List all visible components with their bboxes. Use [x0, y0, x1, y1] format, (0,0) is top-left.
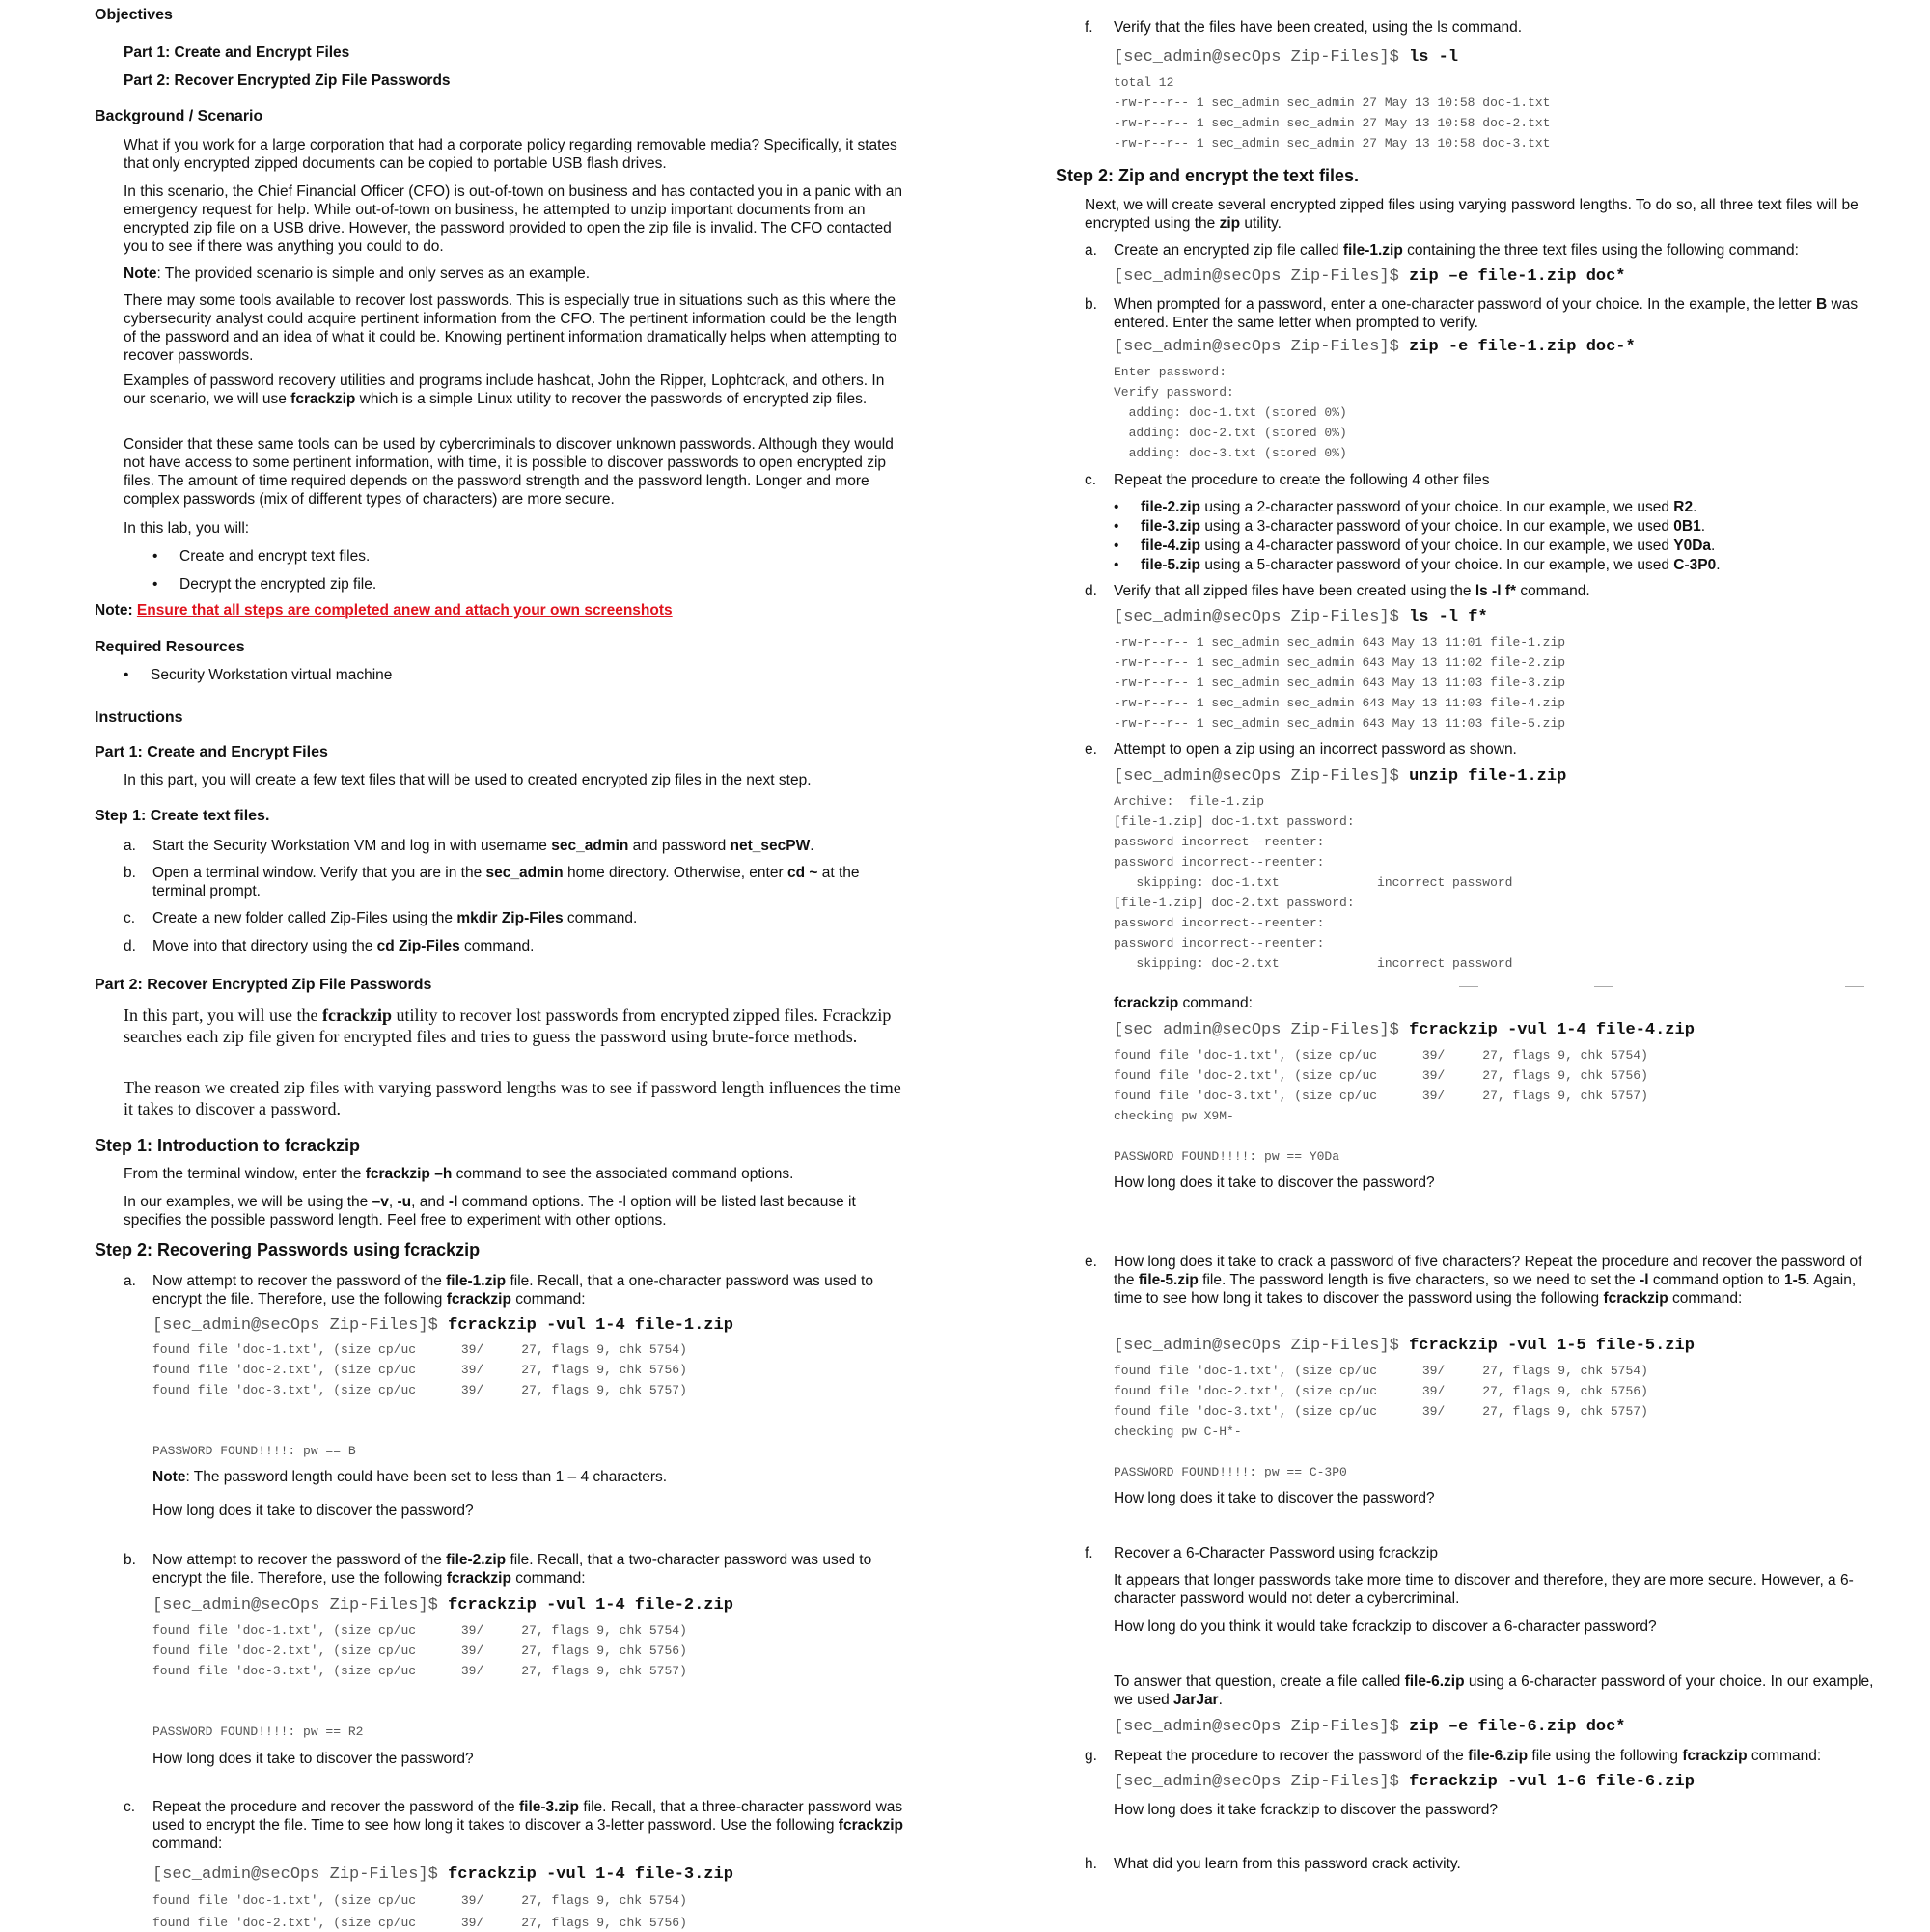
e-found-1: found file 'doc-1.txt', (size cp/uc 39/ 27, flags 9, chk 5754)	[1114, 1364, 1648, 1378]
step1-a: Start the Security Workstation VM and log in with username sec_admin and password net_secPW.	[152, 838, 814, 854]
verify-files-cut: Verify that the files have been created, using the ls command.	[1114, 19, 1523, 36]
label-b-2: b.	[124, 1552, 136, 1568]
adding-2: adding: doc-2.txt (stored 0%)	[1114, 426, 1347, 440]
label-a-r: a.	[1085, 242, 1097, 259]
p2-b-password-found: PASSWORD FOUND!!!!: pw == R2	[152, 1725, 364, 1739]
label-b-r: b.	[1085, 296, 1097, 313]
d4-question: How long does it take to discover the password?	[1114, 1174, 1435, 1191]
note-line: Note: The provided scenario is simple and only serves as an example.	[124, 265, 591, 282]
e-found-2: found file 'doc-2.txt', (size cp/uc 39/ 27, flags 9, chk 5756)	[1114, 1384, 1648, 1398]
instructions-heading: Instructions	[95, 709, 183, 726]
step-g: Repeat the procedure to recover the password of the file-6.zip file using the following fcrackzip command:	[1114, 1748, 1822, 1764]
step1-heading: Step 1: Create text files.	[95, 808, 270, 824]
step2-intro: Next, we will create several encrypted zipped files using varying password lengths. To do so, all three text files will be encrypted using the zip utility.	[1085, 197, 1859, 232]
ls-total: total 12	[1114, 75, 1174, 90]
file5-bullet: • file-5.zip using a 5-character password of your choice. In our example, we used C-3P0.	[1141, 556, 1721, 574]
enter-password: Enter password:	[1114, 365, 1227, 379]
objectives-heading-cut: Objectives	[95, 7, 173, 23]
label-h-r: h.	[1085, 1856, 1097, 1872]
part1-heading: Part 1: Create and Encrypt Files	[95, 744, 328, 760]
step2-a-command: [sec_admin@secOps Zip-Files]$ zip –e file-1.zip doc*	[1114, 267, 1626, 286]
step2-d: Verify that all zipped files have been created using the ls -l f* command.	[1114, 583, 1590, 599]
step1-c: Create a new folder called Zip-Files using the mkdir Zip-Files command.	[152, 910, 638, 926]
background-p2: In this scenario, the Chief Financial Officer (CFO) is out-of-town on business and has contacted you in a panic with an emergency request for help. While out-of-town on business, he attempted to unzip important documents from an encrypted zip file on a USB drive. However, the password provided to open the zip file is invalid. The CFO contacted you to see if there was anything you could to do.	[124, 183, 902, 255]
p2-a: Now attempt to recover the password of the file-1.zip file. Recall, that a one-character password was used to encrypt the file. Therefore, use the following fcrackzip command:	[152, 1273, 873, 1308]
e-command: [sec_admin@secOps Zip-Files]$ fcrackzip -vul 1-5 file-5.zip	[1114, 1337, 1695, 1355]
unzip-1: Archive: file-1.zip	[1114, 794, 1265, 809]
background-heading: Background / Scenario	[95, 108, 263, 124]
objective-2: Part 2: Recover Encrypted Zip File Passwords	[124, 72, 451, 89]
f-p2: To answer that question, create a file called file-6.zip using a 6-character password of your choice. In our example, we used JarJar.	[1114, 1673, 1874, 1708]
label-a-2: a.	[124, 1273, 136, 1289]
background-p3: There may some tools available to recover lost passwords. This is especially true in situations such as this where the cybersecurity analyst could acquire pertinent information from the CFO. The pertinent information could be the length of the password and an idea of what it could be. Knowing pertinent information dramatically helps when attempting to recover passwords.	[124, 292, 897, 364]
label-f-cut: f.	[1085, 19, 1093, 36]
step2-e: Attempt to open a zip using an incorrect password as shown.	[1114, 741, 1517, 758]
label-b: b.	[124, 865, 136, 881]
lz-2: -rw-r--r-- 1 sec_admin sec_admin 643 May 13 11:02 file-2.zip	[1114, 655, 1566, 670]
label-d: d.	[124, 938, 136, 954]
fcrackzip-command-label: fcrackzip command:	[1114, 995, 1253, 1011]
in-lab-line: In this lab, you will:	[124, 520, 250, 537]
step-e-five: How long does it take to crack a password of five characters? Repeat the procedure and recover the password of the file-5.zip file. The password length is five characters, so we need to set the -l command option to 1-5. Again, time to see how long it takes to discover the password using the following fcrackzip command:	[1114, 1254, 1862, 1307]
required-bullet-1: • Security Workstation virtual machine	[151, 666, 392, 684]
unzip-3: password incorrect--reenter:	[1114, 835, 1325, 849]
unzip-5: skipping: doc-1.txt incorrect password	[1114, 875, 1513, 890]
g-question: How long does it take fcrackzip to discover the password?	[1114, 1802, 1499, 1818]
unzip-6: [file-1.zip] doc-2.txt password:	[1114, 896, 1355, 910]
p2-a-found-2: found file 'doc-2.txt', (size cp/uc 39/ 27, flags 9, chk 5756)	[152, 1363, 687, 1377]
unzip-2: [file-1.zip] doc-1.txt password:	[1114, 814, 1355, 829]
required-heading: Required Resources	[95, 639, 245, 655]
note-screenshots: Note: Ensure that all steps are completed anew and attach your own screenshots	[95, 602, 673, 619]
p2-b-found-1: found file 'doc-1.txt', (size cp/uc 39/ 27, flags 9, chk 5754)	[152, 1623, 687, 1638]
page-break-mark-2	[1594, 986, 1613, 987]
label-e-r: e.	[1085, 741, 1097, 758]
step2-b-command: [sec_admin@secOps Zip-Files]$ zip -e file-1.zip doc-*	[1114, 338, 1636, 356]
p2-c-command: [sec_admin@secOps Zip-Files]$ fcrackzip -vul 1-4 file-3.zip	[152, 1865, 733, 1884]
label-c-2: c.	[124, 1799, 136, 1815]
unzip-command: [sec_admin@secOps Zip-Files]$ unzip file-1.zip	[1114, 767, 1567, 786]
step1-b: Open a terminal window. Verify that you are in the sec_admin home directory. Otherwise, enter cd ~ at the terminal prompt.	[152, 865, 860, 899]
p2-b-found-3: found file 'doc-3.txt', (size cp/uc 39/ 27, flags 9, chk 5757)	[152, 1664, 687, 1678]
lab-bullet-2: • Decrypt the encrypted zip file.	[179, 575, 376, 593]
label-g-r: g.	[1085, 1748, 1097, 1764]
step2-d-command: [sec_admin@secOps Zip-Files]$ ls -l f*	[1114, 608, 1488, 626]
d4-found-2: found file 'doc-2.txt', (size cp/uc 39/ 27, flags 9, chk 5756)	[1114, 1068, 1648, 1083]
p2-c-found-2-cut: found file 'doc-2.txt', (size cp/uc 39/ 27, flags 9, chk 5756)	[152, 1916, 687, 1930]
step2-b: When prompted for a password, enter a one-character password of your choice. In the example, the letter B was entered. Enter the same letter when prompted to verify.	[1114, 296, 1859, 331]
unzip-7: password incorrect--reenter:	[1114, 916, 1325, 930]
ls-line-1: -rw-r--r-- 1 sec_admin sec_admin 27 May 13 10:58 doc-1.txt	[1114, 96, 1551, 110]
label-f-r: f.	[1085, 1545, 1093, 1561]
file2-bullet: • file-2.zip using a 2-character password of your choice. In our example, we used R2.	[1141, 498, 1696, 516]
ls-line-3: -rw-r--r-- 1 sec_admin sec_admin 27 May 13 10:58 doc-3.txt	[1114, 136, 1551, 151]
p2-b-command: [sec_admin@secOps Zip-Files]$ fcrackzip -vul 1-4 file-2.zip	[152, 1596, 733, 1615]
background-p5: Consider that these same tools can be used by cybercriminals to discover unknown passwords. Although they would not have access to some pertinent information, with time, it is possible to discover passwords to open encrypted zip files. The amount of time required depends on the password strength and the password length. Longer and more complex passwords (mix of different types of characters) are more secure.	[124, 436, 894, 508]
p2-a-found-3: found file 'doc-3.txt', (size cp/uc 39/ 27, flags 9, chk 5757)	[152, 1383, 687, 1397]
g-command: [sec_admin@secOps Zip-Files]$ fcrackzip -vul 1-6 file-6.zip	[1114, 1773, 1695, 1791]
label-d-r: d.	[1085, 583, 1097, 599]
lz-1: -rw-r--r-- 1 sec_admin sec_admin 643 May 13 11:01 file-1.zip	[1114, 635, 1566, 649]
background-p4: Examples of password recovery utilities and programs include hashcat, John the Ripper, Lophtcrack, and others. In our scenario, we will use fcrackzip which is a simple Linux utility to recover the passwords of encrypted zip files.	[124, 373, 885, 407]
d4-found-1: found file 'doc-1.txt', (size cp/uc 39/ 27, flags 9, chk 5754)	[1114, 1048, 1648, 1063]
part2-heading-cut: Part 2: Recover Encrypted Zip File Passwords	[95, 977, 432, 993]
file3-bullet: • file-3.zip using a 3-character password of your choice. In our example, we used 0B1.	[1141, 517, 1705, 536]
p2-a-command: [sec_admin@secOps Zip-Files]$ fcrackzip -vul 1-4 file-1.zip	[152, 1316, 733, 1335]
step2-heading: Step 2: Zip and encrypt the text files.	[1056, 166, 1360, 185]
f-command: [sec_admin@secOps Zip-Files]$ zip –e file-6.zip doc*	[1114, 1718, 1626, 1736]
step2-c: Repeat the procedure to create the following 4 other files	[1114, 472, 1490, 488]
d4-password-found: PASSWORD FOUND!!!!: pw == Y0Da	[1114, 1149, 1340, 1164]
p2-a-note: Note: The password length could have been set to less than 1 – 4 characters.	[152, 1469, 668, 1485]
page-break-mark-3	[1845, 986, 1864, 987]
p2-step1-p2: In our examples, we will be using the –v, -u, and -l command options. The -l option will be listed last because it specifies the possible password length. Feel free to experiment with other options.	[124, 1194, 856, 1228]
p2-b: Now attempt to recover the password of the file-2.zip file. Recall, that a two-character password was used to encrypt the file. Therefore, use the following fcrackzip command:	[152, 1552, 872, 1587]
lab-bullet-1: • Create and encrypt text files.	[179, 547, 370, 566]
e-question: How long does it take to discover the password?	[1114, 1490, 1435, 1506]
e-checking: checking pw C-H*-	[1114, 1424, 1242, 1439]
unzip-8: password incorrect--reenter:	[1114, 936, 1325, 951]
verify-password: Verify password:	[1114, 385, 1234, 400]
f-title: Recover a 6-Character Password using fcrackzip	[1114, 1545, 1438, 1561]
lz-3: -rw-r--r-- 1 sec_admin sec_admin 643 May 13 11:03 file-3.zip	[1114, 676, 1566, 690]
lz-5: -rw-r--r-- 1 sec_admin sec_admin 643 May 13 11:03 file-5.zip	[1114, 716, 1566, 731]
ls-line-2: -rw-r--r-- 1 sec_admin sec_admin 27 May 13 10:58 doc-2.txt	[1114, 116, 1551, 130]
label-e-r2: e.	[1085, 1254, 1097, 1270]
step-h: What did you learn from this password crack activity.	[1114, 1856, 1461, 1872]
d4-command: [sec_admin@secOps Zip-Files]$ fcrackzip -vul 1-4 file-4.zip	[1114, 1021, 1695, 1039]
d4-checking: checking pw X9M-	[1114, 1109, 1234, 1123]
f-question: How long do you think it would take fcrackzip to discover a 6-character password?	[1114, 1618, 1657, 1635]
ls-command: [sec_admin@secOps Zip-Files]$ ls -l	[1114, 48, 1459, 67]
p2-c-found-1: found file 'doc-1.txt', (size cp/uc 39/ 27, flags 9, chk 5754)	[152, 1893, 687, 1908]
p2-a-password-found: PASSWORD FOUND!!!!: pw == B	[152, 1444, 356, 1458]
label-c: c.	[124, 910, 136, 926]
p2-step1-heading: Step 1: Introduction to fcrackzip	[95, 1136, 361, 1155]
p2-step1-p1: From the terminal window, enter the fcrackzip –h command to see the associated command options.	[124, 1166, 794, 1182]
step1-d: Move into that directory using the cd Zip-Files command.	[152, 938, 535, 954]
label-c-r: c.	[1085, 472, 1097, 488]
unzip-4: password incorrect--reenter:	[1114, 855, 1325, 869]
p2-b-found-2: found file 'doc-2.txt', (size cp/uc 39/ 27, flags 9, chk 5756)	[152, 1643, 687, 1658]
page-break-mark-1	[1459, 986, 1478, 987]
part1-intro: In this part, you will create a few text files that will be used to created encrypted zip files in the next step.	[124, 772, 812, 788]
p2-a-question: How long does it take to discover the password?	[152, 1503, 474, 1519]
e-found-3: found file 'doc-3.txt', (size cp/uc 39/ 27, flags 9, chk 5757)	[1114, 1404, 1648, 1419]
e-password-found: PASSWORD FOUND!!!!: pw == C-3P0	[1114, 1465, 1347, 1479]
adding-3: adding: doc-3.txt (stored 0%)	[1114, 446, 1347, 460]
adding-1: adding: doc-1.txt (stored 0%)	[1114, 405, 1347, 420]
part2-p2: The reason we created zip files with varying password lengths was to see if password length influences the time it takes to discover a password.	[124, 1078, 901, 1118]
p2-step2-heading: Step 2: Recovering Passwords using fcrackzip	[95, 1240, 481, 1259]
background-p1: What if you work for a large corporation that had a corporate policy regarding removable media? Specifically, it states that only encrypted zipped documents can be copied to portable USB flash drives.	[124, 137, 897, 172]
p2-b-question: How long does it take to discover the password?	[152, 1751, 474, 1767]
lz-4: -rw-r--r-- 1 sec_admin sec_admin 643 May 13 11:03 file-4.zip	[1114, 696, 1566, 710]
file4-bullet: • file-4.zip using a 4-character password of your choice. In our example, we used Y0Da.	[1141, 537, 1715, 555]
f-p1: It appears that longer passwords take more time to discover and therefore, they are more secure. However, a 6-character password would not deter a cybercriminal.	[1114, 1572, 1854, 1607]
unzip-9: skipping: doc-2.txt incorrect password	[1114, 956, 1513, 971]
d4-found-3: found file 'doc-3.txt', (size cp/uc 39/ 27, flags 9, chk 5757)	[1114, 1089, 1648, 1103]
p2-a-found-1: found file 'doc-1.txt', (size cp/uc 39/ 27, flags 9, chk 5754)	[152, 1342, 687, 1357]
step2-a: Create an encrypted zip file called file-1.zip containing the three text files using the following command:	[1114, 242, 1799, 259]
label-a: a.	[124, 838, 136, 854]
objective-1: Part 1: Create and Encrypt Files	[124, 44, 350, 61]
p2-c: Repeat the procedure and recover the password of the file-3.zip file. Recall, that a three-character password was used to encrypt the file. Time to see how long it takes to discover a 3-letter password. Use the following fcrackzip command:	[152, 1799, 903, 1852]
part2-p1: In this part, you will use the fcrackzip utility to recover lost passwords from encrypted zipped files. Fcrackzip searches each zip file given for encrypted files and tries to guess the password using brute-force methods.	[124, 1006, 892, 1046]
